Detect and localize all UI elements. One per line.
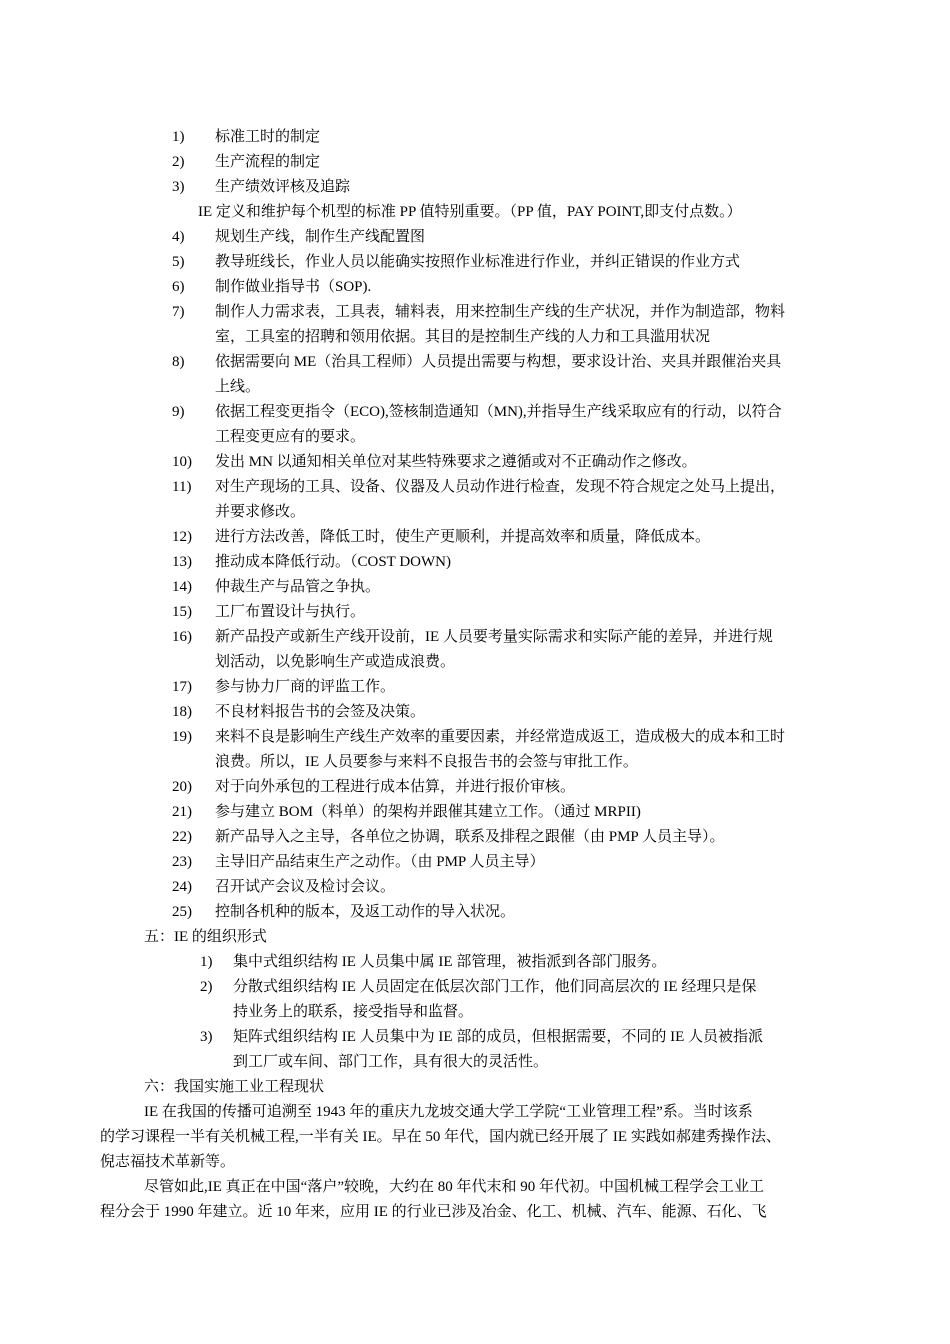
list-item-number: 17) xyxy=(172,679,192,695)
list-item-text: 仲裁生产与品管之争执。 xyxy=(215,579,381,595)
list-item-text: 新产品投产或新生产线开设前，IE 人员要考量实际需求和实际产能的差异，并进行规 xyxy=(215,629,773,645)
list-item-text: 主导旧产品结束生产之动作。（由 PMP 人员主导） xyxy=(215,854,545,870)
paragraph-line: IE 在我国的传播可追溯至 1943 年的重庆九龙坡交通大学工学院“工业管理工程”系。当时该系 xyxy=(144,1104,753,1120)
list-item-number: 3) xyxy=(172,179,185,195)
list-item-number: 11) xyxy=(172,479,192,495)
list-item-number: 12) xyxy=(172,529,192,545)
list-item-text: 制作做业指导书（SOP). xyxy=(215,279,372,295)
list-item-text: 发出 MN 以通知相关单位对某些特殊要求之遵循或对不正确动作之修改。 xyxy=(215,454,697,470)
list-item-number: 22) xyxy=(172,829,192,845)
list-item-text: 来料不良是影响生产线生产效率的重要因素，并经常造成返工，造成极大的成本和工时 xyxy=(215,729,786,745)
list-item-number: 24) xyxy=(172,879,192,895)
list-item-number: 14) xyxy=(172,579,192,595)
list-item-number: 2) xyxy=(172,154,185,170)
list-item-number: 18) xyxy=(172,704,192,720)
list-item-text: 进行方法改善，降低工时，使生产更顺利，并提高效率和质量，降低成本。 xyxy=(215,529,711,545)
list-item-number: 15) xyxy=(172,604,192,620)
list-item-text: 生产绩效评核及追踪 xyxy=(215,179,351,195)
list-item-text: 工厂布置设计与执行。 xyxy=(215,604,366,620)
list-item-text: 持业务上的联系，接受指导和监督。 xyxy=(233,1004,474,1020)
list-item-text: 标准工时的制定 xyxy=(215,129,321,145)
list-item-text: 依据需要向 ME（治具工程师）人员提出需要与构想，要求设计治、夹具并跟催治夹具 xyxy=(215,354,782,370)
list-item-text: 分散式组织结构 IE 人员固定在低层次部门工作，他们同高层次的 IE 经理只是保 xyxy=(233,979,757,995)
list-item-number: 10) xyxy=(172,454,192,470)
list-item-text: 参与建立 BOM（料单）的架构并跟催其建立工作。（通过 MRPII) xyxy=(215,804,641,820)
list-item-text: 召开试产会议及检讨会议。 xyxy=(215,879,396,895)
paragraph-line: 尽管如此,IE 真正在中国“落户”较晚，大约在 80 年代末和 90 年代初。中国机械工程学会工业工 xyxy=(144,1179,764,1195)
paragraph-line: 的学习课程一半有关机械工程,一半有关 IE。早在 50 年代，国内就已经开展了 IE 实践如郝建秀操作法、 xyxy=(100,1129,781,1145)
list-item-text: 并要求修改。 xyxy=(215,504,306,520)
list-item-text: 控制各机种的版本，及返工动作的导入状况。 xyxy=(215,904,516,920)
list-item-text: 教导班线长，作业人员以能确实按照作业标准进行作业，并纠正错误的作业方式 xyxy=(215,254,741,270)
list-item-text: 室，工具室的招聘和领用依据。其目的是控制生产线的人力和工具滥用状况 xyxy=(215,329,711,345)
list-item-text: 集中式组织结构 IE 人员集中属 IE 部管理，被指派到各部门服务。 xyxy=(233,954,667,970)
list-item-number: 9) xyxy=(172,404,185,420)
list-item-text: 推动成本降低行动。（COST DOWN) xyxy=(215,554,451,570)
list-item-number: 16) xyxy=(172,629,192,645)
list-item-text: 对于向外承包的工程进行成本估算，并进行报价审核。 xyxy=(215,779,576,795)
list-item-text: 规划生产线，制作生产线配置图 xyxy=(215,229,426,245)
paragraph-line: 程分会于 1990 年建立。近 10 年来，应用 IE 的行业已涉及冶金、化工、机械、汽车、能源、石化、飞 xyxy=(100,1204,767,1220)
list-item-number: 21) xyxy=(172,804,192,820)
list-item-number: 2) xyxy=(200,979,213,995)
list-item-text: 工程变更应有的要求。 xyxy=(215,429,366,445)
section-heading: 六：我国实施工业工程现状 xyxy=(144,1079,325,1095)
list-item-number: 1) xyxy=(200,954,213,970)
list-item-text: 参与协力厂商的评监工作。 xyxy=(215,679,396,695)
list-item-text: 对生产现场的工具、设备、仪器及人员动作进行检查，发现不符合规定之处马上提出， xyxy=(215,479,786,495)
list-item-number: 3) xyxy=(200,1029,213,1045)
list-item-number: 23) xyxy=(172,854,192,870)
list-item-text: 不良材料报告书的会签及决策。 xyxy=(215,704,426,720)
list-item-number: 13) xyxy=(172,554,192,570)
list-item-number: 8) xyxy=(172,354,185,370)
list-item-text: 生产流程的制定 xyxy=(215,154,321,170)
list-item-number: 19) xyxy=(172,729,192,745)
list-item-text: 划活动，以免影响生产或造成浪费。 xyxy=(215,654,456,670)
list-item-number: 6) xyxy=(172,279,185,295)
section-heading: 五：IE 的组织形式 xyxy=(144,929,267,945)
list-item-number: 4) xyxy=(172,229,185,245)
list-item-text: 依据工程变更指令（ECO),签核制造通知（MN),并指导生产线采取应有的行动，以符合 xyxy=(215,404,782,420)
list-item-number: 7) xyxy=(172,304,185,320)
paragraph-line: 倪志福技术革新等。 xyxy=(100,1154,236,1170)
list-item-text: 到工厂或车间、部门工作，具有很大的灵活性。 xyxy=(233,1054,549,1070)
list-item-text: 新产品导入之主导，各单位之协调，联系及排程之跟催（由 PMP 人员主导）。 xyxy=(215,829,725,845)
list-item-number: 25) xyxy=(172,904,192,920)
list-item-number: 5) xyxy=(172,254,185,270)
list-item-text: 浪费。所以，IE 人员要参与来料不良报告书的会签与审批工作。 xyxy=(215,754,638,770)
list-item-number: 20) xyxy=(172,779,192,795)
note-text: IE 定义和维护每个机型的标准 PP 值特别重要。（PP 值，PAY POINT,即支付点数。） xyxy=(198,204,742,220)
list-item-number: 1) xyxy=(172,129,185,145)
list-item-text: 制作人力需求表，工具表，辅料表，用来控制生产线的生产状况，并作为制造部，物料 xyxy=(215,304,786,320)
list-item-text: 上线。 xyxy=(215,379,261,395)
list-item-text: 矩阵式组织结构 IE 人员集中为 IE 部的成员，但根据需要，不同的 IE 人员被指派 xyxy=(233,1029,763,1045)
